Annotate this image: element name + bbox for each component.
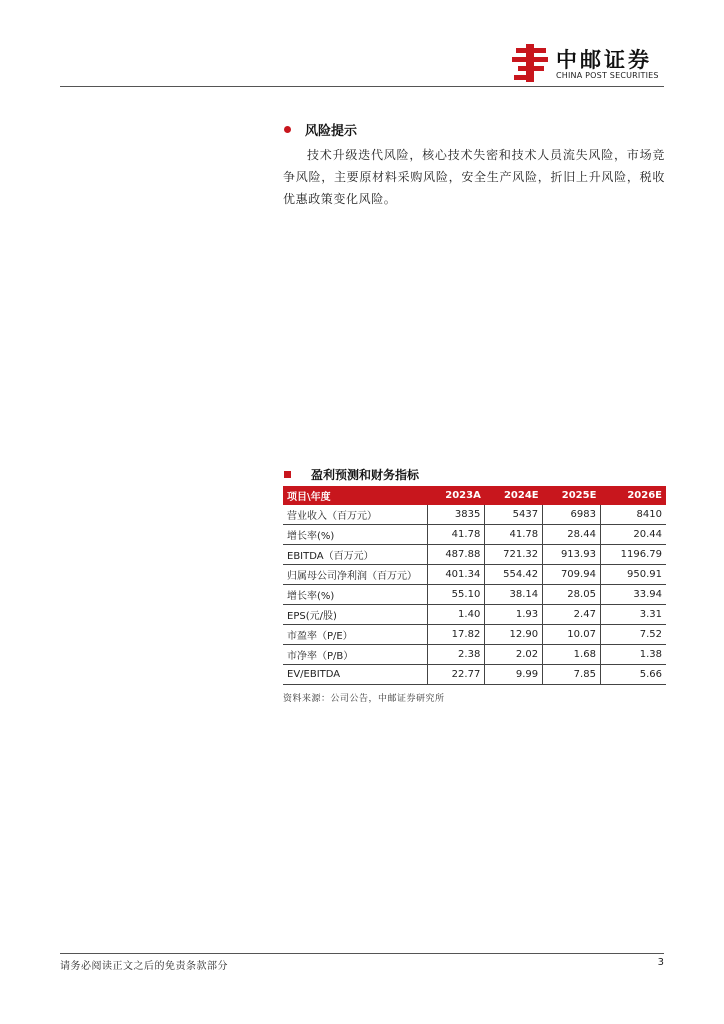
table-cell: 2.02 bbox=[485, 645, 543, 665]
table-cell: 721.32 bbox=[485, 545, 543, 565]
table-row bbox=[283, 605, 666, 625]
table-cell: 2.38 bbox=[427, 645, 485, 665]
table-cell: 1.68 bbox=[543, 645, 601, 665]
row-label: EBITDA（百万元） bbox=[283, 545, 427, 565]
table-cell: 1.40 bbox=[427, 605, 485, 625]
logo-cn-text: 中邮证券 bbox=[556, 48, 652, 72]
table-cell: 38.14 bbox=[485, 585, 543, 605]
table-cell: 8410 bbox=[600, 505, 666, 525]
table-cell: 913.93 bbox=[543, 545, 601, 565]
header-divider bbox=[60, 86, 664, 87]
row-label: 归属母公司净利润（百万元） bbox=[283, 565, 427, 585]
table-cell: 7.52 bbox=[600, 625, 666, 645]
table-cell: 9.99 bbox=[485, 665, 543, 685]
table-cell: 10.07 bbox=[543, 625, 601, 645]
table-cell: 22.77 bbox=[427, 665, 485, 685]
footer-divider bbox=[60, 953, 664, 954]
table-cell: 487.88 bbox=[427, 545, 485, 565]
table-row bbox=[283, 625, 666, 645]
row-label: 增长率(%) bbox=[283, 525, 427, 545]
table-cell: 2.47 bbox=[543, 605, 601, 625]
table-cell: 12.90 bbox=[485, 625, 543, 645]
column-header: 2025E bbox=[561, 490, 597, 501]
column-header: 2023A bbox=[445, 490, 481, 501]
table-cell: 28.05 bbox=[543, 585, 601, 605]
table-cell: 554.42 bbox=[485, 565, 543, 585]
table-cell: 41.78 bbox=[485, 525, 543, 545]
table-row bbox=[283, 525, 666, 545]
column-header: 2026E bbox=[627, 490, 662, 501]
table-row bbox=[283, 505, 666, 525]
logo-en-text: CHINA POST SECURITIES bbox=[556, 71, 659, 80]
row-label: 营业收入（百万元） bbox=[283, 505, 427, 525]
table-cell: 709.94 bbox=[543, 565, 601, 585]
forecast-table-section bbox=[283, 466, 666, 704]
table-heading bbox=[283, 466, 666, 482]
row-label: EPS(元/股) bbox=[283, 605, 427, 625]
risk-section bbox=[283, 120, 665, 210]
table-cell: 5437 bbox=[485, 505, 543, 525]
forecast-table bbox=[283, 486, 666, 685]
table-body bbox=[283, 505, 666, 685]
bullet-dot-icon bbox=[284, 126, 291, 133]
table-cell: 3835 bbox=[427, 505, 485, 525]
row-label: EV/EBITDA bbox=[283, 665, 427, 685]
table-source: 资料来源：公司公告，中邮证券研究所 bbox=[283, 694, 445, 704]
table-cell: 1196.79 bbox=[600, 545, 666, 565]
table-cell: 1.93 bbox=[485, 605, 543, 625]
table-cell: 950.91 bbox=[600, 565, 666, 585]
table-row bbox=[283, 645, 666, 665]
table-cell: 401.34 bbox=[427, 565, 485, 585]
table-cell: 41.78 bbox=[427, 525, 485, 545]
row-label: 市净率（P/B） bbox=[283, 645, 427, 665]
table-row bbox=[283, 545, 666, 565]
bullet-square-icon bbox=[284, 471, 291, 478]
row-label: 增长率(%) bbox=[283, 585, 427, 605]
table-title: 盈利预测和财务指标 bbox=[311, 467, 420, 482]
footer-disclaimer: 请务必阅读正文之后的免责条款部分 bbox=[60, 961, 228, 972]
table-cell: 28.44 bbox=[543, 525, 601, 545]
table-cell: 7.85 bbox=[543, 665, 601, 685]
table-cell: 5.66 bbox=[600, 665, 666, 685]
table-header-row bbox=[283, 486, 666, 505]
table-cell: 33.94 bbox=[600, 585, 666, 605]
risk-heading bbox=[283, 120, 665, 138]
table-cell: 1.38 bbox=[600, 645, 666, 665]
table-cell: 6983 bbox=[543, 505, 601, 525]
table-cell: 55.10 bbox=[427, 585, 485, 605]
table-cell: 20.44 bbox=[600, 525, 666, 545]
risk-body: 技术升级迭代风险，核心技术失密和技术人员流失风险，市场竞争风险，主要原材料采购风险，安全生产风险，折旧上升风险，税收优惠政策变化风险。 bbox=[283, 148, 665, 206]
table-row bbox=[283, 585, 666, 605]
table-cell: 3.31 bbox=[600, 605, 666, 625]
risk-title: 风险提示 bbox=[305, 123, 358, 139]
row-label: 市盈率（P/E） bbox=[283, 625, 427, 645]
column-header: 项目\年度 bbox=[287, 492, 331, 503]
column-header: 2024E bbox=[503, 490, 539, 501]
page-number: 3 bbox=[657, 957, 664, 968]
company-logo bbox=[512, 44, 672, 84]
table-row bbox=[283, 565, 666, 585]
table-cell: 17.82 bbox=[427, 625, 485, 645]
china-post-logo-icon bbox=[512, 44, 548, 82]
table-row bbox=[283, 665, 666, 685]
